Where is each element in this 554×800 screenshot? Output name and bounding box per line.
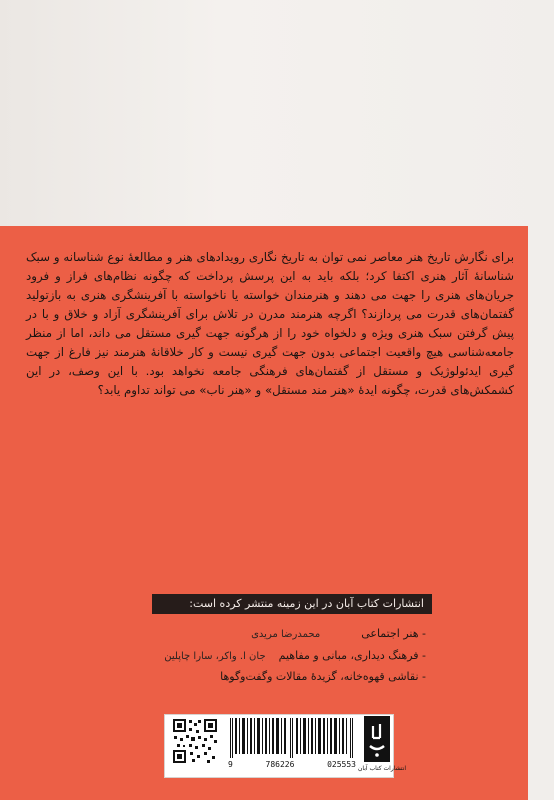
isbn-group-1: 786226 (265, 760, 295, 769)
isbn-prefix: 9 (228, 760, 233, 769)
book-title: - هنر اجتماعی (361, 627, 426, 640)
book-author: جان ا. واکر، سارا چاپلین (164, 650, 266, 662)
book-title: - نقاشی قهوه‌خانه، گزیدهٔ مقالات وگفت‌وگوها (220, 670, 426, 683)
book-author: محمدرضا مریدی (251, 629, 321, 640)
qr-code-icon (172, 718, 218, 764)
book-item (140, 667, 426, 688)
isbn-group-2: 025553 (327, 760, 356, 769)
book-item (140, 624, 426, 646)
blurb-text: برای نگارش تاریخ هنر معاصر نمی توان به تاریخ نگاری رویدادهای هنر و مطالعهٔ نوع شناسانه و سبک شناسانهٔ آثار هنری اکتفا کرد؛ بلکه باید به این پرسش پرداخت که چگونه نظام‌های فراز و فرود جریان‌های هنری را جهت می دهند و هنرمندان خواسته یا ناخواسته با آفرینشگری هنری به بازتولید گفتمان‌های قدرت می پردازند؟ اگرچه هنرمند مدرن در تلاش برای آفرینشگری آزاد و خلاق و با در پیش گرفتن سبک هنری ویژه و دلخواه خود را از هرگونه جهت گیری مستقل می داند، اما از منظر جامعه‌شناسی هیچ واقعیت اجتماعی بدون جهت گیری نیست و کار خلاقانهٔ هنرمند نیز فارغ از جهت گیری ایدئولوژیک و مستقل از گفتمان‌های فرهنگی جامعه نخواهد بود. با این وصف، در این کشمکش‌های قدرت، چگونه ایدهٔ «هنر مند مستقل» و «هنر ناب» می تواند تداوم یابد؟ (26, 250, 514, 398)
book-title: - فرهنگ دیداری، مبانی و مفاهیم (278, 648, 426, 662)
isbn-number (228, 760, 356, 772)
isbn-barcode-icon (230, 718, 354, 758)
book-item (140, 646, 426, 668)
book-list (140, 624, 426, 688)
publisher-note: انتشارات کتاب آبان در این زمینه منتشر کرده است: (189, 597, 424, 610)
publisher-logo-text: انتشارات کتاب آبان (358, 765, 407, 772)
